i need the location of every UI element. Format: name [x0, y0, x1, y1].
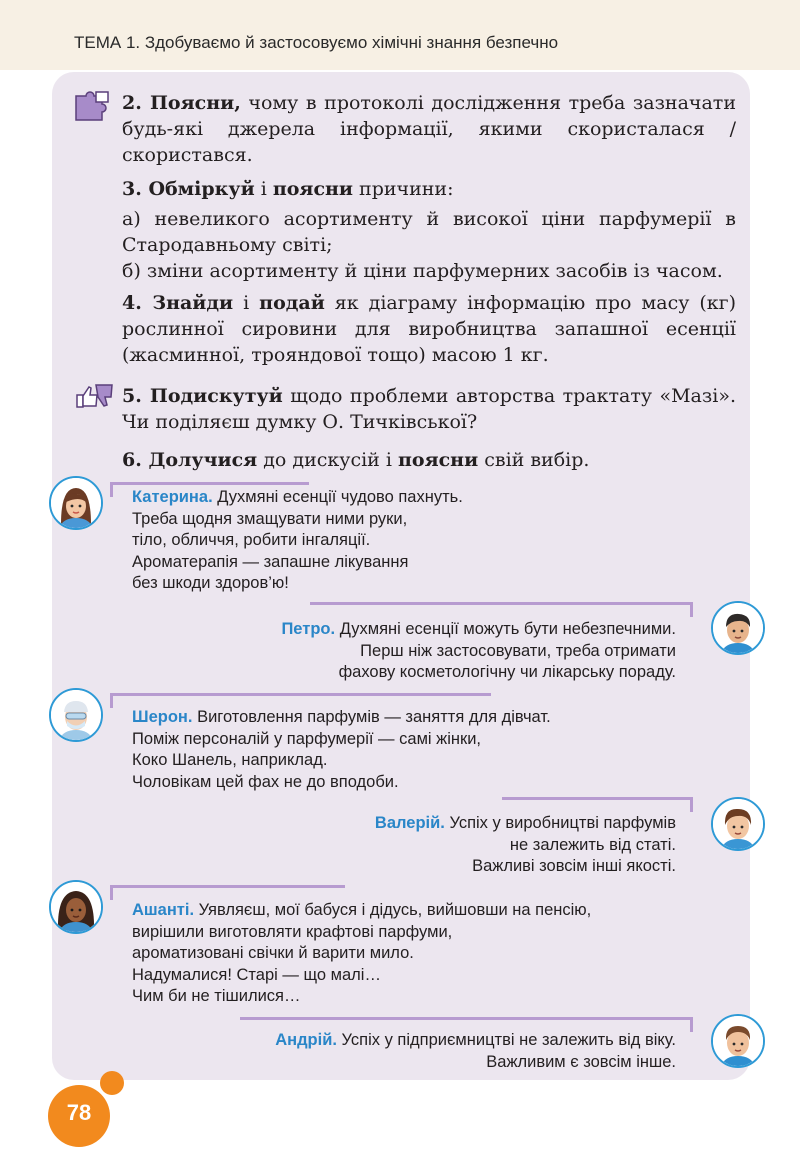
dialogue-line: Перш ніж застосовувати, треба отримати — [360, 641, 676, 660]
task-2 — [122, 90, 736, 168]
task-5 — [122, 383, 736, 435]
dialogue-line: Треба щодня змащувати ними руки, — [132, 509, 408, 528]
dialogue-line: Успіх у підприємництві не залежить від віку. — [341, 1031, 676, 1049]
dialogue-kateryna — [132, 487, 463, 595]
dialogue-line: Важливі зовсім інші якості. — [472, 857, 676, 875]
task-4-mid: і — [233, 292, 260, 314]
puzzle-icon — [72, 86, 112, 126]
dialogue-line: вирішили виготовляти крафтові парфуми, — [132, 922, 453, 941]
dialogue-line: Чоловікам цей фах не до вподоби. — [132, 772, 399, 791]
dialogue-line: тіло, обличчя, робити інгаляції. — [132, 531, 371, 549]
task-4-lead-2: подай — [259, 292, 325, 314]
avatar-andrii — [711, 1014, 765, 1068]
task-6 — [122, 447, 736, 473]
dialogue-line: Поміж персоналій у парфумерії — самі жінки, — [132, 729, 481, 748]
avatar-kateryna — [49, 476, 103, 530]
avatar-petro — [711, 601, 765, 655]
task-3 — [122, 176, 736, 284]
task-6-text: свій вибір. — [478, 449, 590, 471]
speaker-name: Андрій. — [275, 1031, 337, 1049]
dialogue-valerii — [375, 813, 676, 878]
avatar-sheron — [49, 688, 103, 742]
avatar-ashanti — [49, 880, 103, 934]
thumbs-up-down-icon — [74, 375, 114, 415]
dialogue-frame — [502, 797, 693, 812]
task-6-mid: до дискусій і — [257, 449, 398, 471]
task-4-lead-1: 4. Знайди — [122, 292, 234, 314]
task-6-lead-2: поясни — [398, 449, 479, 471]
task-3-item-a: а) невеликого асортименту й високої ціни парфумерії в Стародавньому світі; — [122, 208, 736, 256]
dialogue-line: Чим би не тішилися… — [132, 987, 301, 1005]
dialogue-line: Ароматерапія — запашне лікування — [132, 552, 409, 571]
page-number-badge — [48, 1085, 110, 1147]
task-6-lead-1: 6. Долучися — [122, 449, 258, 471]
dialogue-line: не залежить від статі. — [509, 835, 676, 854]
page-number: 78 — [66, 1100, 92, 1125]
task-4 — [122, 290, 736, 368]
dialogue-ashanti — [132, 900, 591, 1008]
task-3-mid: і — [254, 178, 273, 200]
task-2-lead: 2. Поясни, — [122, 92, 241, 114]
speaker-name: Шерон. — [132, 708, 193, 726]
badge-dot — [100, 1071, 124, 1095]
speaker-name: Ашанті. — [132, 901, 195, 919]
dialogue-line: ароматизовані свічки й варити мило. — [132, 944, 414, 962]
chapter-title: ТЕМА 1. Здобуваємо й застосовуємо хімічні знання безпечно — [74, 33, 559, 52]
task-3-item-b: б) зміни асортименту й ціни парфумерних засобів із часом. — [122, 260, 723, 282]
dialogue-line: Уявляєш, мої бабуся і дідусь, вийшовши на пенсію, — [198, 901, 592, 919]
speaker-name: Петро. — [281, 620, 336, 638]
dialogue-line: фахову косметологічну чи лікарську пораду. — [338, 663, 676, 681]
dialogue-andrii — [275, 1030, 676, 1073]
dialogue-line: Надумалися! Старі — що малі… — [132, 965, 381, 984]
speaker-name: Валерій. — [374, 814, 445, 832]
task-3-lead-1: 3. Обміркуй — [122, 178, 255, 200]
dialogue-frame — [110, 885, 345, 900]
dialogue-line: Виготовлення парфумів — заняття для дівчат. — [197, 708, 551, 726]
avatar-valerii — [711, 797, 765, 851]
dialogue-line: Духмяні есенції можуть бути небезпечними. — [339, 620, 676, 638]
task-3-lead-2: поясни — [272, 178, 354, 200]
dialogue-petro — [281, 619, 676, 684]
task-3-text: причини: — [353, 178, 454, 200]
dialogue-line: Важливим є зовсім інше. — [486, 1052, 676, 1071]
speaker-name: Катерина. — [132, 488, 213, 506]
dialogue-line: Коко Шанель, наприклад. — [132, 751, 328, 769]
dialogue-frame — [310, 602, 693, 617]
dialogue-line: Духмяні есенції чудово пахнуть. — [217, 488, 463, 506]
task-5-lead: 5. Подискутуй — [122, 385, 283, 407]
page-header — [0, 0, 800, 70]
task-5-text: щодо проблеми авторства трактату «Мазі». Чи поділяєш думку О. Тичківської? — [122, 385, 736, 433]
dialogue-line: Успіх у виробництві парфумів — [449, 814, 676, 832]
dialogue-line: без шкоди здоров’ю! — [132, 574, 289, 592]
task-4-text: як діаграму інформацію про масу (кг) рослинної сировини для виробництва запашної есенції (жасминної, трояндової тощо) масою 1 кг. — [122, 292, 737, 366]
dialogue-sheron — [132, 707, 551, 793]
task-2-text: чому в протоколі дослідження треба зазначати будь-які джерела інформації, якими скористалася / скористався. — [122, 92, 736, 166]
dialogue-frame — [110, 693, 491, 708]
